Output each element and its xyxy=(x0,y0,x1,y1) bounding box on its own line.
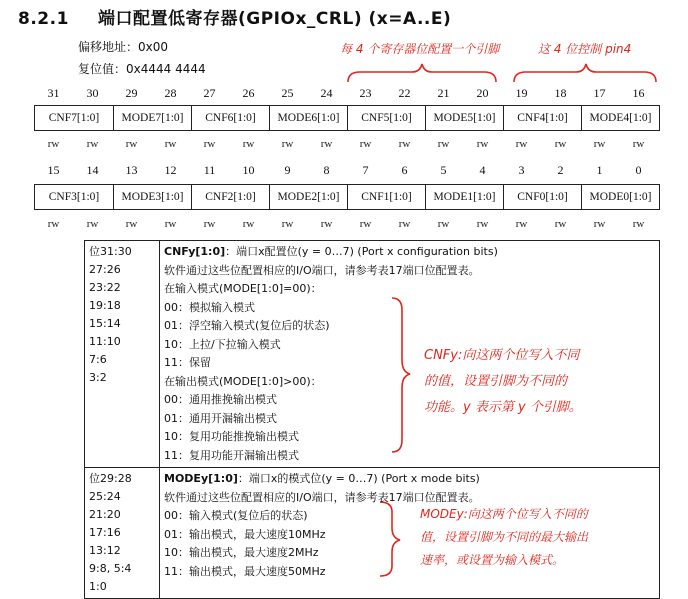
cnf-field-name: CNFy[1:0] xyxy=(164,245,226,258)
bit-number: 14 xyxy=(86,163,99,177)
access-rw: rw xyxy=(242,138,255,150)
bit-number: 16 xyxy=(632,86,645,100)
access-rw: rw xyxy=(320,218,333,230)
bit-range: 1:0 xyxy=(89,580,107,593)
bit-number: 0 xyxy=(635,163,642,177)
bit-number: 10 xyxy=(242,163,255,177)
bit-number: 30 xyxy=(86,86,99,100)
access-rw: rw xyxy=(281,218,294,230)
access-rw: rw xyxy=(554,218,567,230)
cnf-field-title xyxy=(164,243,655,262)
bit-range: 3:2 xyxy=(89,371,107,384)
bit-number: 21 xyxy=(437,86,450,100)
bit-number: 3 xyxy=(518,163,525,177)
access-rw: rw xyxy=(515,138,528,150)
bit-number: 17 xyxy=(593,86,606,100)
mode-note xyxy=(420,503,588,572)
bit-range: 位31:30 xyxy=(89,245,132,258)
bit-range: 23:22 xyxy=(89,281,121,294)
desc-line: 软件通过这些位配置相应的I/O端口，请参考表17端口位配置表。 xyxy=(164,263,480,277)
brace-upper-right xyxy=(514,64,656,82)
field-mode3: MODE3[1:0] xyxy=(114,185,192,209)
field-cnf2: CNF2[1:0] xyxy=(192,185,270,209)
desc-line: 10：输出模式，最大速度2MHz xyxy=(164,546,319,559)
bit-number: 8 xyxy=(323,163,330,177)
desc-line: 在输入模式(MODE[1:0]=00)： xyxy=(164,282,322,295)
bit-range: 9:8, 5:4 xyxy=(89,562,132,575)
access-rw: rw xyxy=(164,218,177,230)
access-rw: rw xyxy=(476,218,489,230)
bit-number: 12 xyxy=(164,163,177,177)
bit-number: 13 xyxy=(125,163,138,177)
annotation-pin4: 这 4 位控制 pin4 xyxy=(538,42,632,56)
access-rw: rw xyxy=(398,138,411,150)
bit-range: 21:20 xyxy=(89,508,121,521)
desc-line: 11：输出模式，最大速度50MHz xyxy=(164,564,326,578)
field-mode5: MODE5[1:0] xyxy=(426,106,504,130)
bit-number: 19 xyxy=(515,86,528,100)
bit-number: 26 xyxy=(242,86,255,100)
cnf-note xyxy=(424,343,582,421)
field-cnf6: CNF6[1:0] xyxy=(192,106,270,130)
mode-field-caption: ：端口x的模式位(y = 0…7) (Port x mode bits) xyxy=(237,472,480,485)
field-cnf7: CNF7[1:0] xyxy=(35,106,114,130)
low-bit-numbers xyxy=(34,163,658,178)
desc-line: 00：输入模式(复位后的状态) xyxy=(164,509,308,522)
bit-range: 25:24 xyxy=(89,490,121,503)
field-cnf0: CNF0[1:0] xyxy=(504,185,582,209)
section-number: 8.2.1 xyxy=(18,9,69,29)
brace-upper-left xyxy=(348,64,496,82)
mode-field-title xyxy=(164,470,655,489)
bit-number: 2 xyxy=(557,163,564,177)
bit-number: 27 xyxy=(203,86,216,100)
note-line: MODEy:向这两个位写入不同的 xyxy=(420,507,588,521)
field-cnf5: CNF5[1:0] xyxy=(348,106,426,130)
desc-line: 01：通用开漏输出模式 xyxy=(164,411,277,425)
access-rw: rw xyxy=(437,138,450,150)
bit-number: 23 xyxy=(359,86,372,100)
access-rw: rw xyxy=(125,218,138,230)
desc-line: 在输出模式(MODE[1:0]>00)： xyxy=(164,374,322,388)
annotation-every-4-bits: 每 4 个寄存器位配置一个引脚 xyxy=(340,42,500,56)
high-access-row xyxy=(34,138,658,150)
desc-line: 00：模拟输入模式 xyxy=(164,300,255,314)
bit-number: 15 xyxy=(47,163,60,177)
field-cnf1: CNF1[1:0] xyxy=(348,185,426,209)
access-rw: rw xyxy=(359,218,372,230)
note-line: 的值，设置引脚为不同的 xyxy=(424,374,568,389)
field-mode7: MODE7[1:0] xyxy=(114,106,192,130)
bit-range: 19:18 xyxy=(89,299,121,312)
bit-range: 7:6 xyxy=(89,353,107,366)
bit-number: 5 xyxy=(440,163,447,177)
access-rw: rw xyxy=(203,138,216,150)
bit-range: 13:12 xyxy=(89,544,121,557)
register-high-fields xyxy=(34,105,660,131)
access-rw: rw xyxy=(203,218,216,230)
bit-number: 4 xyxy=(479,163,486,177)
access-rw: rw xyxy=(437,218,450,230)
access-rw: rw xyxy=(398,218,411,230)
field-mode1: MODE1[1:0] xyxy=(426,185,504,209)
access-rw: rw xyxy=(593,138,606,150)
note-line: CNFy:向这两个位写入不同 xyxy=(424,348,580,363)
register-title: 端口配置低寄存器(GPIOx_CRL) (x=A..E) xyxy=(98,9,452,29)
desc-line: 11：保留 xyxy=(164,356,211,369)
bit-number: 24 xyxy=(320,86,333,100)
desc-line: 01：浮空输入模式(复位后的状态) xyxy=(164,319,330,332)
access-rw: rw xyxy=(47,138,60,150)
access-rw: rw xyxy=(359,138,372,150)
bit-number: 11 xyxy=(203,163,216,177)
cnf-bits-cell xyxy=(85,241,160,468)
bit-number: 6 xyxy=(401,163,408,177)
access-rw: rw xyxy=(86,138,99,150)
note-line: 功能。y 表示第 y 个引脚。 xyxy=(424,400,582,415)
field-mode4: MODE4[1:0] xyxy=(589,112,652,124)
access-rw: rw xyxy=(86,218,99,230)
bit-number: 31 xyxy=(47,86,60,100)
bit-number: 1 xyxy=(596,163,603,177)
access-rw: rw xyxy=(515,218,528,230)
bit-number: 20 xyxy=(476,86,489,100)
access-rw: rw xyxy=(554,138,567,150)
offset-address: 偏移地址：0x00 xyxy=(78,40,169,54)
reset-value: 复位值：0x4444 4444 xyxy=(78,62,206,76)
cnf-description-cell xyxy=(160,241,660,468)
bit-range: 27:26 xyxy=(89,263,121,276)
bit-range: 位29:28 xyxy=(89,472,132,485)
access-rw: rw xyxy=(593,218,606,230)
mode-bits-cell xyxy=(85,468,160,599)
access-rw: rw xyxy=(632,138,645,150)
access-rw: rw xyxy=(164,138,177,150)
note-line: 速率，或设置为输入模式。 xyxy=(420,553,565,567)
field-mode2: MODE2[1:0] xyxy=(270,185,348,209)
access-rw: rw xyxy=(125,138,138,150)
note-line: 值，设置引脚为不同的最大输出 xyxy=(420,530,589,544)
field-mode6: MODE6[1:0] xyxy=(270,106,348,130)
access-rw: rw xyxy=(320,138,333,150)
bit-number: 18 xyxy=(554,86,567,100)
bit-range: 11:10 xyxy=(89,335,121,348)
bit-number: 9 xyxy=(284,163,291,177)
register-low-fields xyxy=(34,184,660,210)
desc-line: 00：通用推挽输出模式 xyxy=(164,393,277,406)
low-access-row xyxy=(34,218,658,230)
access-rw: rw xyxy=(281,138,294,150)
access-rw: rw xyxy=(242,218,255,230)
desc-line: 10：上拉/下拉输入模式 xyxy=(164,337,281,351)
bit-range: 15:14 xyxy=(89,317,121,330)
bit-number: 25 xyxy=(281,86,294,100)
desc-line: 软件通过这些位配置相应的I/O端口，请参考表17端口位配置表。 xyxy=(164,490,480,504)
access-rw: rw xyxy=(632,218,645,230)
high-bit-numbers xyxy=(34,86,658,101)
desc-line: 11：复用功能开漏输出模式 xyxy=(164,448,299,462)
bit-number: 29 xyxy=(125,86,138,100)
bit-number: 7 xyxy=(362,163,369,177)
field-cnf4: CNF4[1:0] xyxy=(504,106,582,130)
bit-range: 17:16 xyxy=(89,526,121,539)
desc-line: 10：复用功能推挽输出模式 xyxy=(164,430,299,443)
field-mode0: MODE0[1:0] xyxy=(589,191,652,203)
access-rw: rw xyxy=(47,218,60,230)
bit-number: 28 xyxy=(164,86,177,100)
field-cnf3: CNF3[1:0] xyxy=(35,185,114,209)
desc-line: 01：输出模式，最大速度10MHz xyxy=(164,527,326,541)
mode-field-name: MODEy[1:0] xyxy=(164,472,238,485)
cnf-field-caption: ：端口x配置位(y = 0…7) (Port x configuration bits) xyxy=(225,245,498,258)
bit-number: 22 xyxy=(398,86,411,100)
access-rw: rw xyxy=(476,138,489,150)
